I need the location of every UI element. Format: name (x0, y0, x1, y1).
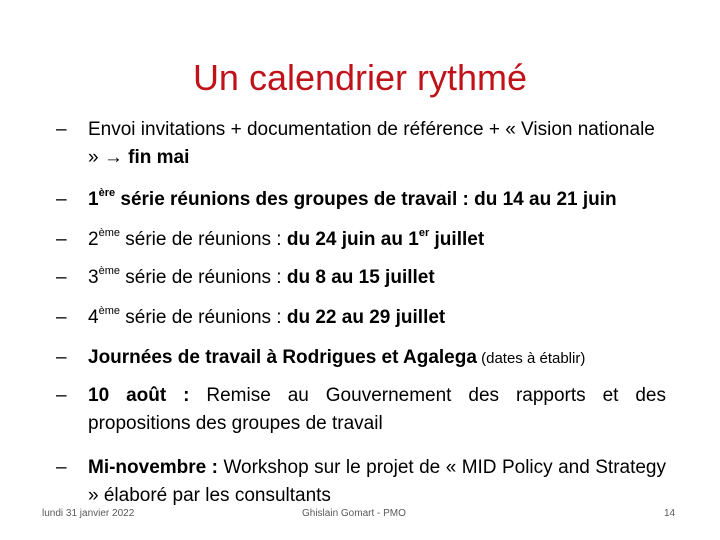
footer-author: Ghislain Gomart - PMO (302, 508, 406, 519)
bullet-4-dates: du 8 au 15 juillet (286, 267, 435, 288)
bullet-dash: – (56, 457, 67, 478)
bullet-2-ordinal: ère (98, 186, 116, 199)
slide-number: 14 (664, 508, 676, 519)
bullet-5-text: série de réunions : (119, 307, 287, 328)
bullet-8-text: Workshop sur le projet de « MID Policy and Strategy » élaboré par les consultants (88, 457, 666, 506)
bullet-1-text: Envoi invitations + documentation de référence + « Vision nationale » (88, 119, 655, 168)
bullet-dash: – (56, 267, 67, 288)
bullet-2-number: 1 (88, 189, 99, 210)
bullet-dash: – (56, 347, 67, 368)
bullet-1-deadline: fin mai (122, 147, 190, 168)
bullet-6-note: (dates à établir) (476, 350, 586, 367)
bullet-5-ordinal: ème (98, 304, 120, 317)
bullet-dash: – (56, 119, 67, 140)
bullet-dash: – (56, 307, 67, 328)
bullet-8-date: Mi-novembre : (88, 457, 224, 478)
slide-title: Un calendrier rythmé (192, 57, 528, 98)
bullet-3-number: 2 (88, 229, 99, 250)
bullet-7-date: 10 août : (88, 385, 207, 406)
bullet-7-text: Remise au Gouvernement des rapports et des propositions des groupes de travail (88, 385, 666, 434)
bullet-4-text: série de réunions : (119, 267, 287, 288)
bullet-dash: – (56, 229, 67, 250)
bullet-5-number: 4 (88, 307, 99, 328)
bullet-6-text: Journées de travail à Rodrigues et Agalega (88, 347, 477, 368)
bullet-2-text: série réunions des groupes de travail : du 14 au 21 juin (115, 189, 617, 210)
bullet-4-number: 3 (88, 267, 99, 288)
bullet-5-dates: du 22 au 29 juillet (286, 307, 446, 328)
bullet-4-ordinal: ème (98, 264, 120, 277)
bullet-3-ordinal: ème (98, 226, 120, 239)
footer-date: lundi 31 janvier 2022 (42, 508, 135, 519)
bullet-3-text: série de réunions : (119, 229, 287, 250)
arrow-icon: → (103, 147, 123, 168)
bullet-3-ordinal-2: er (418, 226, 430, 239)
bullet-3-dates-end: juillet (429, 229, 485, 250)
bullet-dash: – (56, 189, 67, 210)
bullet-dash: – (56, 385, 67, 406)
bullet-3-dates: du 24 juin au 1 (286, 229, 419, 250)
